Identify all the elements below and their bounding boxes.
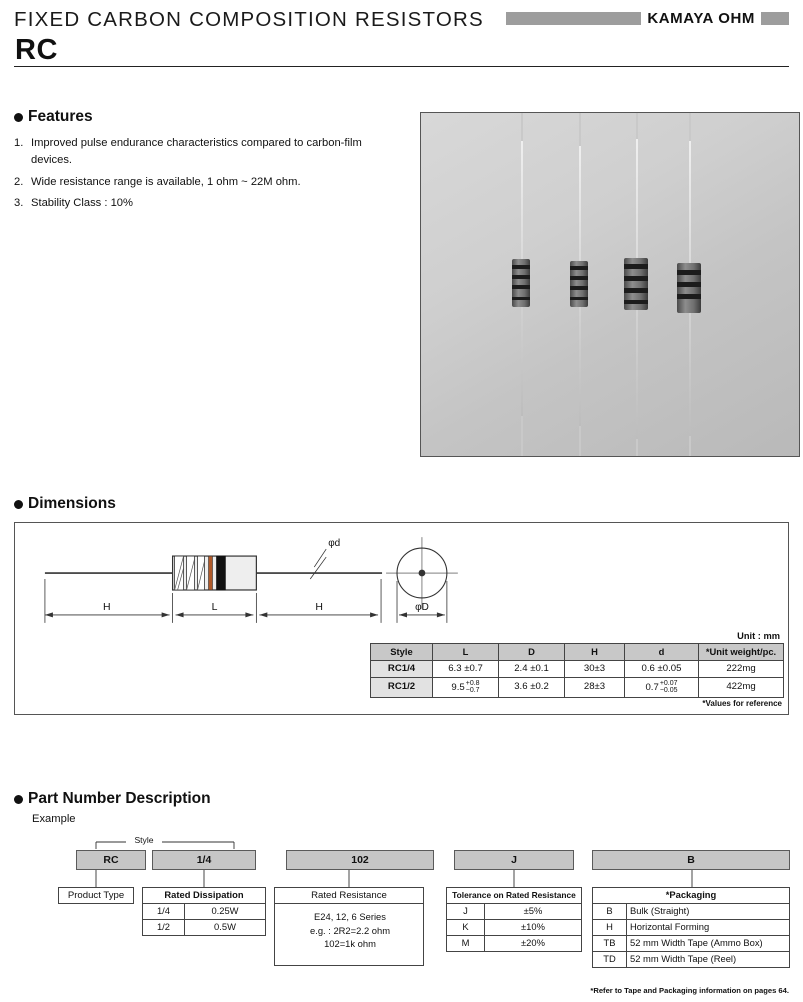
dimensions-heading [14, 495, 116, 513]
cell-value: 52 mm Width Tape (Reel) [627, 952, 790, 968]
features-heading-label: Features [28, 108, 93, 125]
feature-number: 2. [14, 175, 24, 188]
cell-d-plus: +0.07 [659, 680, 678, 687]
list-item [14, 195, 404, 212]
table-header-row [593, 888, 790, 904]
list-item [14, 174, 404, 191]
col-h: H [565, 644, 625, 661]
packaging-note: *Refer to Tape and Packaging information on pages 64. [590, 986, 789, 995]
cell-l-plus: +0.8 [465, 680, 480, 687]
resistor-photo-item [579, 112, 581, 456]
cell-d-small [625, 678, 699, 698]
part-number-diagram [14, 834, 789, 994]
cell-value: ±5% [485, 904, 582, 920]
header-divider [14, 66, 789, 67]
resistor-photo-item [636, 112, 638, 456]
cell-code: K [447, 920, 485, 936]
brand-bar-left-decoration [506, 12, 641, 25]
document-title: FIXED CARBON COMPOSITION RESISTORS [14, 8, 484, 31]
field-resistance-code[interactable]: 102 [286, 850, 434, 870]
field-tolerance-code[interactable]: J [454, 850, 574, 870]
table-header-row [371, 644, 784, 661]
cell-code: TB [593, 936, 627, 952]
series-code: RC [15, 34, 58, 66]
brand-lockup [506, 10, 789, 27]
rated-resistance-body [274, 904, 424, 966]
style-brace-label: Style [134, 835, 154, 845]
cell-code: 1/4 [143, 904, 185, 920]
field-style-series[interactable]: RC [76, 850, 146, 870]
table-row [593, 904, 790, 920]
table-row [593, 936, 790, 952]
label-product-type: Product Type [58, 887, 134, 904]
product-photo [420, 112, 800, 457]
cell-l: 6.3 ±0.7 [433, 661, 499, 678]
table-row [143, 904, 266, 920]
svg-text:φd: φd [328, 538, 341, 550]
part-number-heading [14, 790, 211, 808]
table-row [143, 920, 266, 936]
packaging-header: *Packaging [593, 888, 790, 904]
dimensions-panel [14, 522, 789, 715]
cell-code: TD [593, 952, 627, 968]
table-header-row [143, 888, 266, 904]
table-header-row [447, 888, 582, 904]
features-list [14, 135, 404, 212]
cell-style: RC1/2 [371, 678, 433, 698]
field-rated-dissipation[interactable]: 1/4 [152, 850, 256, 870]
bullet-icon [14, 795, 23, 804]
feature-text: Improved pulse endurance characteristics compared to carbon-film devices. [31, 137, 362, 167]
cell-value: 52 mm Width Tape (Ammo Box) [627, 936, 790, 952]
table-row [371, 678, 784, 698]
cell-d: 3.6 ±0.2 [499, 678, 565, 698]
example-label: Example [32, 813, 76, 825]
rated-dissipation-table [142, 887, 266, 936]
field-packaging-code[interactable]: B [592, 850, 790, 870]
cell-code: J [447, 904, 485, 920]
dimensions-table [370, 643, 784, 698]
cell-value: ±20% [485, 936, 582, 952]
table-row [447, 936, 582, 952]
col-l: L [433, 644, 499, 661]
cell-code: 1/2 [143, 920, 185, 936]
cell-value: 0.5W [185, 920, 266, 936]
part-number-heading-label: Part Number Description [28, 790, 211, 807]
svg-text:L: L [211, 601, 218, 613]
values-reference-note: *Values for reference [702, 699, 782, 708]
bullet-icon [14, 113, 23, 122]
cell-code: B [593, 904, 627, 920]
cell-d-small: 0.6 ±0.05 [625, 661, 699, 678]
cell-h: 30±3 [565, 661, 625, 678]
col-d-small: d [625, 644, 699, 661]
rated-resistance-header: Rated Resistance [274, 887, 424, 904]
features-section [14, 108, 404, 216]
cell-d-value: 0.7 [645, 681, 659, 693]
table-row [447, 904, 582, 920]
cell-h: 28±3 [565, 678, 625, 698]
col-d: D [499, 644, 565, 661]
cell-code: M [447, 936, 485, 952]
cell-value: 0.25W [185, 904, 266, 920]
bullet-icon [14, 500, 23, 509]
dimensions-heading-label: Dimensions [28, 495, 116, 512]
svg-text:H: H [315, 601, 323, 613]
cell-style: RC1/4 [371, 661, 433, 678]
page-header [0, 0, 803, 70]
cell-value: Horizontal Forming [627, 920, 790, 936]
cell-l-minus: −0.7 [465, 687, 480, 695]
svg-text:H: H [102, 601, 111, 613]
table-row [593, 920, 790, 936]
resistor-photo-item [521, 112, 523, 456]
list-item [14, 135, 404, 170]
cell-l-value: 9.5 [451, 681, 465, 693]
features-heading [14, 108, 404, 126]
feature-number: 3. [14, 197, 24, 210]
brand-bar-right-decoration [761, 12, 789, 25]
table-row [593, 952, 790, 968]
resistor-photo-item [689, 112, 691, 456]
rated-resistance-line: 102=1k ohm [324, 938, 376, 950]
table-row [371, 661, 784, 678]
cell-d-minus: −0.05 [659, 687, 678, 695]
cell-d: 2.4 ±0.1 [499, 661, 565, 678]
feature-text: Wide resistance range is available, 1 ohm ~ 22M ohm. [31, 175, 301, 188]
brand-name: KAMAYA OHM [647, 10, 755, 27]
cell-value: ±10% [485, 920, 582, 936]
dimension-drawing [15, 523, 788, 643]
col-style: Style [371, 644, 433, 661]
rated-resistance-line: E24, 12, 6 Series [314, 911, 386, 922]
col-unit-weight: *Unit weight/pc. [699, 644, 784, 661]
cell-code: H [593, 920, 627, 936]
rated-resistance-line: e.g. : 2R2=2.2 ohm [310, 924, 390, 936]
cell-l [433, 678, 499, 698]
feature-text: Stability Class : 10% [31, 197, 133, 210]
cell-weight: 422mg [699, 678, 784, 698]
table-row [447, 920, 582, 936]
cell-weight: 222mg [699, 661, 784, 678]
cell-value: Bulk (Straight) [627, 904, 790, 920]
packaging-table [592, 887, 790, 968]
tolerance-table [446, 887, 582, 952]
tolerance-header: Tolerance on Rated Resistance [447, 888, 582, 904]
feature-number: 1. [14, 137, 24, 149]
unit-note: Unit : mm [737, 631, 780, 641]
rated-dissipation-header: Rated Dissipation [143, 888, 266, 904]
svg-text:φD: φD [415, 601, 429, 613]
